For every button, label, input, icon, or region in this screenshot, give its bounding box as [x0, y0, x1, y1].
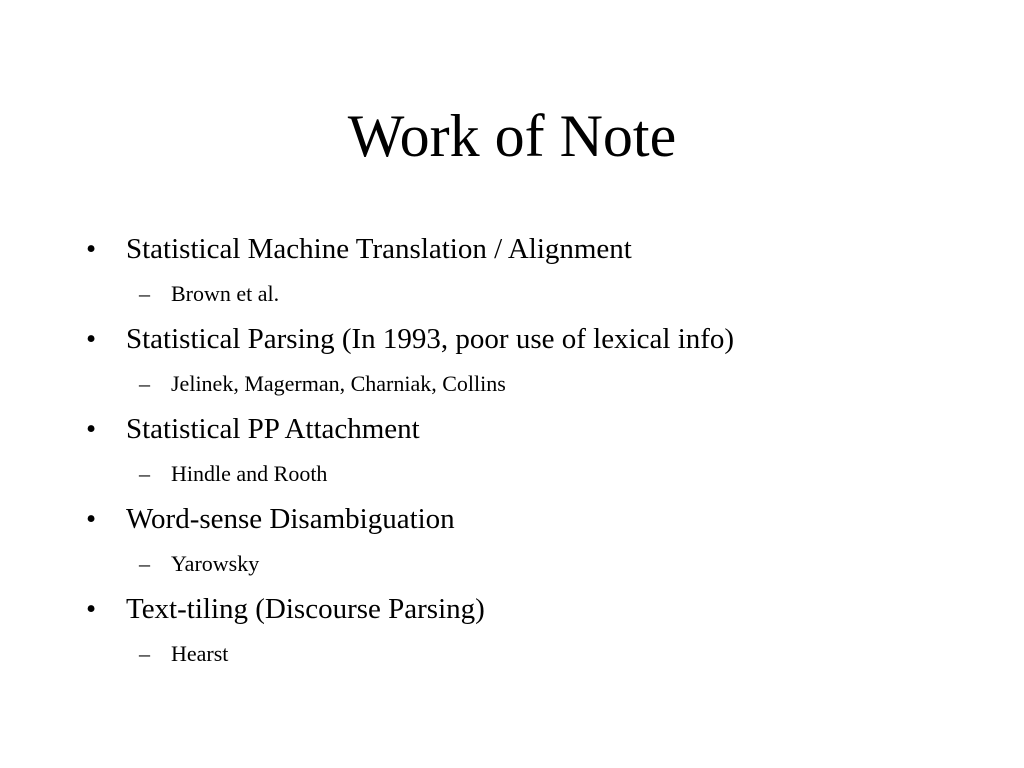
bullet-icon: •	[86, 233, 97, 265]
bullet-text: Word-sense Disambiguation	[126, 503, 455, 535]
sub-bullet-text: Yarowsky	[171, 551, 260, 576]
bullet-icon: •	[86, 323, 97, 355]
bullet-list	[86, 226, 986, 676]
bullet-item	[86, 406, 986, 496]
sub-bullet-text: Hindle and Rooth	[171, 461, 328, 486]
bullet-icon: •	[86, 503, 97, 535]
slide-title: Work of Note	[347, 103, 677, 169]
dash-icon: –	[139, 551, 150, 576]
bullet-icon: •	[86, 413, 97, 445]
sub-bullet-text: Brown et al.	[171, 281, 280, 306]
sub-bullet-row	[86, 272, 986, 316]
bullet-icon: •	[86, 593, 97, 625]
dash-icon: –	[139, 461, 150, 486]
sub-bullet-row	[86, 362, 986, 406]
bullet-row	[86, 496, 986, 542]
sub-bullet-row	[86, 632, 986, 676]
bullet-text: Statistical Machine Translation / Alignment	[126, 233, 632, 265]
bullet-item	[86, 316, 986, 406]
bullet-text: Statistical Parsing (In 1993, poor use of lexical info)	[126, 323, 735, 355]
bullet-row	[86, 226, 986, 272]
dash-icon: –	[139, 371, 150, 396]
sub-bullet-text: Jelinek, Magerman, Charniak, Collins	[171, 371, 506, 396]
bullet-row	[86, 316, 986, 362]
bullet-row	[86, 406, 986, 452]
bullet-row	[86, 586, 986, 632]
dash-icon: –	[139, 281, 150, 306]
bullet-text: Text-tiling (Discourse Parsing)	[126, 593, 485, 625]
sub-bullet-text: Hearst	[171, 641, 229, 666]
sub-bullet-row	[86, 542, 986, 586]
bullet-text: Statistical PP Attachment	[126, 413, 420, 445]
dash-icon: –	[139, 641, 150, 666]
bullet-item	[86, 586, 986, 676]
bullet-item	[86, 226, 986, 316]
bullet-item	[86, 496, 986, 586]
sub-bullet-row	[86, 452, 986, 496]
